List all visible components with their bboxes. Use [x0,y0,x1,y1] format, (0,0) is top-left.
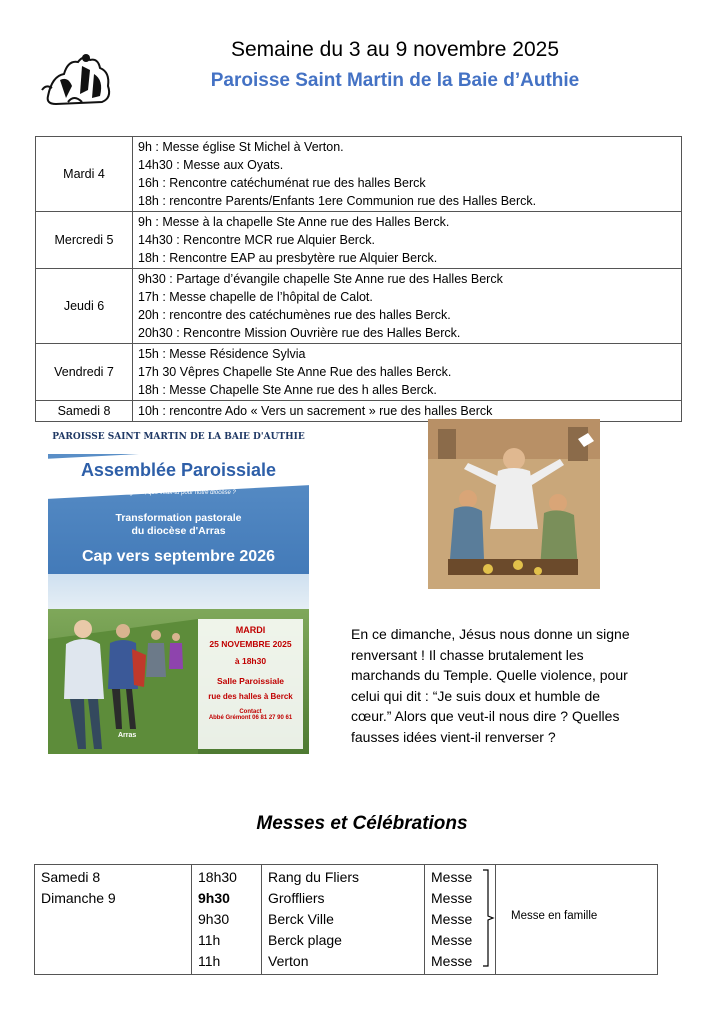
poster-cap: Cap vers septembre 2026 [82,548,275,565]
mass-type: Messe [431,953,473,969]
mass-type: Messe [431,911,473,927]
schedule-item: 20h30 : Rencontre Mission Ouvrière rue des Halles Berck. [138,326,461,340]
weekly-schedule-table [35,136,682,422]
mass-place: Berck Ville [268,911,334,927]
section-title: Messes et Célébrations [256,813,468,834]
mass-day: Samedi 8 [41,869,101,885]
poster-title: Assemblée Paroissiale [80,460,277,480]
family-mass-note: Messe en famille [511,910,598,922]
schedule-item: 18h : Messe Chapelle Ste Anne rue des h alles Berck. [138,383,437,397]
schedule-item: 9h : Messe église St Michel à Verton. [138,140,344,154]
walkers-illustration-icon [48,599,198,754]
schedule-item: 9h30 : Partage d’évangile chapelle Ste Anne rue des Halles Berck [138,272,503,286]
poster-info-box [198,619,303,749]
mass-place: Rang du Fliers [268,869,360,885]
day-cell: Jeudi 6 [36,269,133,344]
mass-place: Groffliers [268,890,325,906]
day-cell: Vendredi 7 [36,344,133,401]
schedule-item: 14h30 : Rencontre MCR rue Alquier Berck. [138,233,375,247]
brace-icon [481,868,495,968]
mass-place: Berck plage [268,932,342,948]
poster-place2: rue des halles à Berck [208,692,293,701]
mass-time: 9h30 [198,911,230,927]
poster-time: à 18h30 [234,656,267,666]
schedule-item: 17h 30 Vêpres Chapelle Ste Anne Rue des halles Berck. [138,365,452,379]
mass-type: Messe [431,890,473,906]
mass-place: Verton [268,953,309,969]
parish-name: Paroisse Saint Martin de la Baie d’Authie [210,70,580,91]
parish-logo-icon [38,46,120,108]
mass-time: 11h [198,932,221,948]
mass-type: Messe [431,869,473,885]
poster-line2: du diocèse d'Arras [131,525,226,537]
table-row [36,269,682,344]
schedule-item: 15h : Messe Résidence Sylvia [138,347,306,361]
temple-merchants-illustration-icon [428,419,600,589]
schedule-item: 14h30 : Messe aux Oyats. [138,158,284,172]
poster-contact-label: Contact [239,709,262,715]
schedule-item: 10h : rencontre Ado « Vers un sacrement » rue des halles Berck [138,404,493,418]
table-row [36,344,682,401]
mass-time: 11h [198,953,221,969]
schedule-item: 20h : rencontre des catéchumènes rue des halles Berck. [138,308,451,322]
day-cell: Samedi 8 [36,401,133,422]
mass-time: 18h30 [198,869,237,885]
poster-diocese: Arras [118,732,137,739]
poster-line1: Transformation pastorale [115,512,242,524]
gospel-text: En ce dimanche, Jésus nous donne un signe renversant ! Il chasse brutalement les marchands du Temple. Quelle violence, pour celui qui dit : “Je suis doux et humble de cœur.” Alors que veut-il nous dire ? Quelles fausses idées vient-il renverser ? [351,626,630,745]
mass-time: 9h30 [198,890,230,906]
page-title: Semaine du 3 au 9 novembre 2025 [230,38,560,61]
schedule-item: 9h : Messe à la chapelle Ste Anne rue des Halles Berck. [138,215,450,229]
poster-parish: PAROISSE SAINT MARTIN DE LA BAIE D'AUTHIE [52,432,305,442]
schedule-item: 16h : Rencontre catéchuménat rue des halles Berck [138,176,426,190]
schedule-item: 17h : Messe chapelle de l’hôpital de Calot. [138,290,373,304]
schedule-item: 18h : rencontre Parents/Enfants 1ere Communion rue des Halles Berck. [138,194,537,208]
poster-day: MARDI [235,625,266,635]
day-cell: Mercredi 5 [36,212,133,269]
assembly-poster [48,424,309,754]
table-row [36,137,682,212]
mass-type: Messe [431,932,473,948]
mass-day: Dimanche 9 [41,890,116,906]
table-row [36,212,682,269]
poster-date: 25 NOVEMBRE 2025 [209,639,292,649]
poster-place1: Salle Paroissiale [216,676,285,686]
schedule-item: 18h : Rencontre EAP au presbytère rue Alquier Berck. [138,251,438,265]
day-cell: Mardi 4 [36,137,133,212]
poster-slogan: Seigneur, que veux-tu pour notre diocèse ? [121,490,236,496]
poster-contact: Abbé Grémont 06 81 27 90 61 [208,715,293,721]
